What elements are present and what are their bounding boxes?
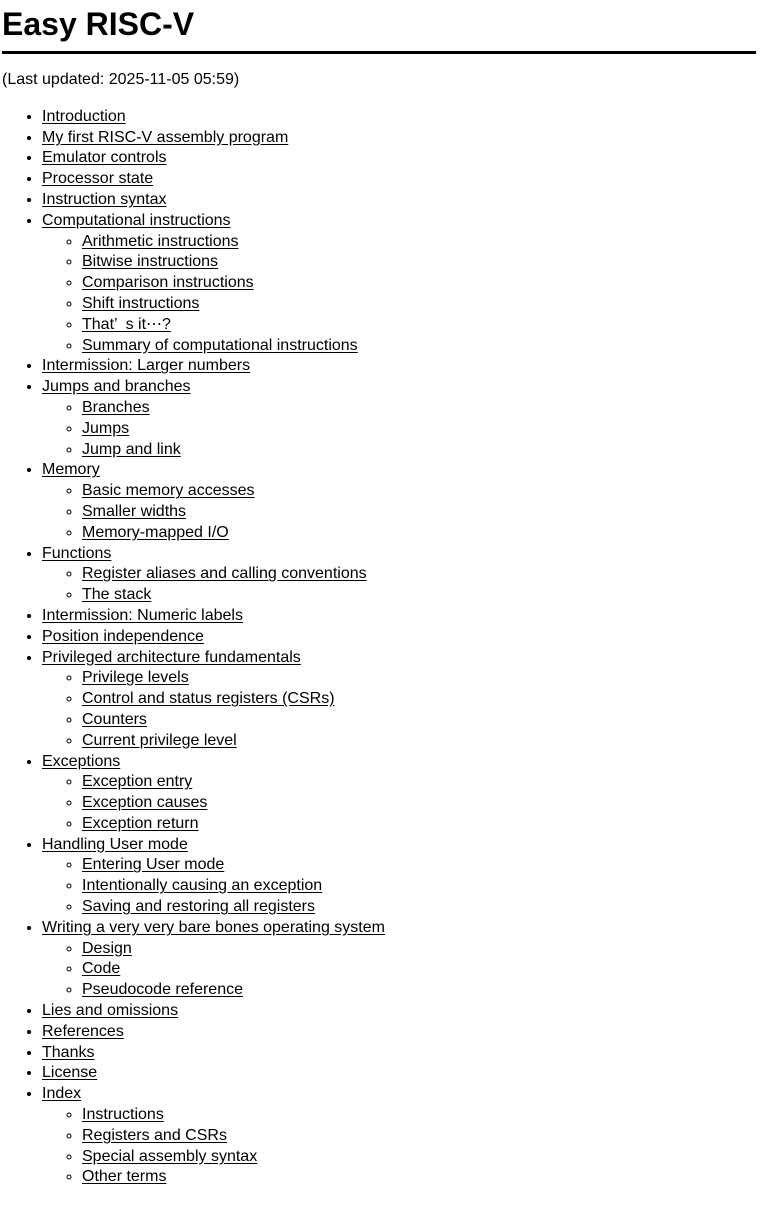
toc-link[interactable]: Writing a very very bare bones operating system (42, 918, 385, 936)
toc-link[interactable]: Code (82, 960, 121, 978)
toc-item (42, 148, 756, 169)
toc-subitem (82, 876, 756, 897)
toc-list (2, 107, 756, 1188)
toc-link[interactable]: License (42, 1064, 98, 1082)
toc-subitem (82, 232, 756, 253)
toc-link[interactable]: The stack (82, 586, 152, 604)
toc-link[interactable]: Introduction (42, 107, 126, 125)
toc-sublist (42, 939, 756, 1001)
toc-item (42, 377, 756, 460)
toc-link[interactable]: Current privilege level (82, 731, 237, 749)
toc-link[interactable]: Pseudocode reference (82, 981, 243, 999)
toc-item (42, 169, 756, 190)
toc-subitem (82, 419, 756, 440)
toc-subitem (82, 772, 756, 793)
toc-link[interactable]: Privileged architecture fundamentals (42, 648, 301, 666)
toc-sublist (42, 564, 756, 606)
toc-subitem (82, 440, 756, 461)
toc-link[interactable]: Exception return (82, 814, 199, 832)
toc-item (42, 648, 756, 752)
page-title: Easy RISC-V (2, 6, 756, 54)
toc-link[interactable]: Entering User mode (82, 856, 225, 874)
toc-link[interactable]: Handling User mode (42, 835, 188, 853)
toc-subitem (82, 939, 756, 960)
toc-item (42, 606, 756, 627)
toc-link[interactable]: Register aliases and calling conventions (82, 565, 367, 583)
toc-link[interactable]: Intentionally causing an exception (82, 877, 323, 895)
toc-subitem (82, 710, 756, 731)
toc-item (42, 544, 756, 606)
toc-subitem (82, 315, 756, 336)
toc-item (42, 128, 756, 149)
toc-subitem (82, 523, 756, 544)
toc-link[interactable]: Jumps and branches (42, 378, 191, 396)
toc-link[interactable]: Functions (42, 544, 112, 562)
toc-item (42, 1001, 756, 1022)
toc-subitem (82, 398, 756, 419)
toc-item (42, 190, 756, 211)
toc-sublist (42, 481, 756, 543)
toc-subitem (82, 897, 756, 918)
toc-subitem (82, 502, 756, 523)
toc-link[interactable]: Summary of computational instructions (82, 336, 358, 354)
toc-link[interactable]: Privilege levels (82, 669, 189, 687)
toc-link[interactable]: Intermission: Larger numbers (42, 357, 251, 375)
toc-subitem (82, 855, 756, 876)
toc-item (42, 627, 756, 648)
toc-subitem (82, 585, 756, 606)
toc-link[interactable]: Saving and restoring all registers (82, 898, 316, 916)
toc-link[interactable]: Design (82, 939, 132, 957)
last-updated-text: (Last updated: 2025-11-05 05:59) (2, 71, 240, 88)
toc-link[interactable]: Branches (82, 398, 150, 416)
toc-subitem (82, 814, 756, 835)
toc-link[interactable]: Shift instructions (82, 294, 200, 312)
toc-sublist (42, 855, 756, 917)
toc-item (42, 460, 756, 543)
toc-item (42, 1043, 756, 1064)
toc-link[interactable]: Position independence (42, 627, 204, 645)
toc-link[interactable]: Exception causes (82, 794, 208, 812)
toc-sublist (42, 772, 756, 834)
toc-link[interactable]: Thanks (42, 1043, 95, 1061)
toc-link[interactable]: References (42, 1022, 124, 1040)
toc-link[interactable]: Other terms (82, 1168, 167, 1186)
toc-link[interactable]: Memory (42, 461, 100, 479)
toc-link[interactable]: Lies and omissions (42, 1002, 179, 1020)
toc-link[interactable]: Computational instructions (42, 211, 231, 229)
toc-subitem (82, 481, 756, 502)
toc-link[interactable]: Instruction syntax (42, 190, 167, 208)
toc-subitem (82, 959, 756, 980)
toc-subitem (82, 668, 756, 689)
toc-sublist (42, 398, 756, 460)
toc-link[interactable]: Emulator controls (42, 149, 167, 167)
toc-subitem (82, 1147, 756, 1168)
toc-subitem (82, 1167, 756, 1188)
toc-link[interactable]: My first RISC-V assembly program (42, 128, 289, 146)
toc-link[interactable]: Arithmetic instructions (82, 232, 239, 250)
toc-link[interactable]: Smaller widths (82, 502, 187, 520)
toc-item (42, 835, 756, 918)
toc-item (42, 1063, 756, 1084)
toc-link[interactable]: Special assembly syntax (82, 1147, 258, 1165)
toc-sublist (42, 1105, 756, 1188)
toc-link[interactable]: Registers and CSRs (82, 1126, 227, 1144)
toc-item (42, 107, 756, 128)
toc-item (42, 356, 756, 377)
toc-sublist (42, 232, 756, 357)
toc-subitem (82, 793, 756, 814)
toc-link[interactable]: Control and status registers (CSRs) (82, 690, 335, 708)
toc-link[interactable]: Memory-mapped I/O (82, 523, 229, 541)
toc-item (42, 752, 756, 835)
toc-item (42, 1084, 756, 1188)
toc-link[interactable]: Basic memory accesses (82, 482, 255, 500)
toc-link[interactable]: Index (42, 1085, 82, 1103)
toc-subitem (82, 564, 756, 585)
toc-link[interactable]: Jumps (82, 419, 130, 437)
toc-item (42, 918, 756, 1001)
toc-subitem (82, 252, 756, 273)
toc-sublist (42, 668, 756, 751)
toc-subitem (82, 273, 756, 294)
toc-subitem (82, 336, 756, 357)
toc-link[interactable]: Exceptions (42, 752, 121, 770)
toc-subitem (82, 689, 756, 710)
toc-subitem (82, 294, 756, 315)
toc-link[interactable]: Jump and link (82, 440, 181, 458)
toc-link[interactable]: Exception entry (82, 773, 193, 791)
toc-link[interactable]: Counters (82, 710, 147, 728)
toc-subitem (82, 731, 756, 752)
toc-item (42, 1022, 756, 1043)
toc-link[interactable]: Instructions (82, 1106, 164, 1124)
toc-subitem (82, 1126, 756, 1147)
toc-link[interactable]: Processor state (42, 170, 154, 188)
toc-link[interactable]: Comparison instructions (82, 274, 254, 292)
toc-item (42, 211, 756, 357)
toc-link[interactable]: Intermission: Numeric labels (42, 606, 243, 624)
toc-link[interactable]: That’ s it⋯? (82, 315, 171, 333)
toc-link[interactable]: Bitwise instructions (82, 253, 219, 271)
toc-subitem (82, 980, 756, 1001)
toc-subitem (82, 1105, 756, 1126)
